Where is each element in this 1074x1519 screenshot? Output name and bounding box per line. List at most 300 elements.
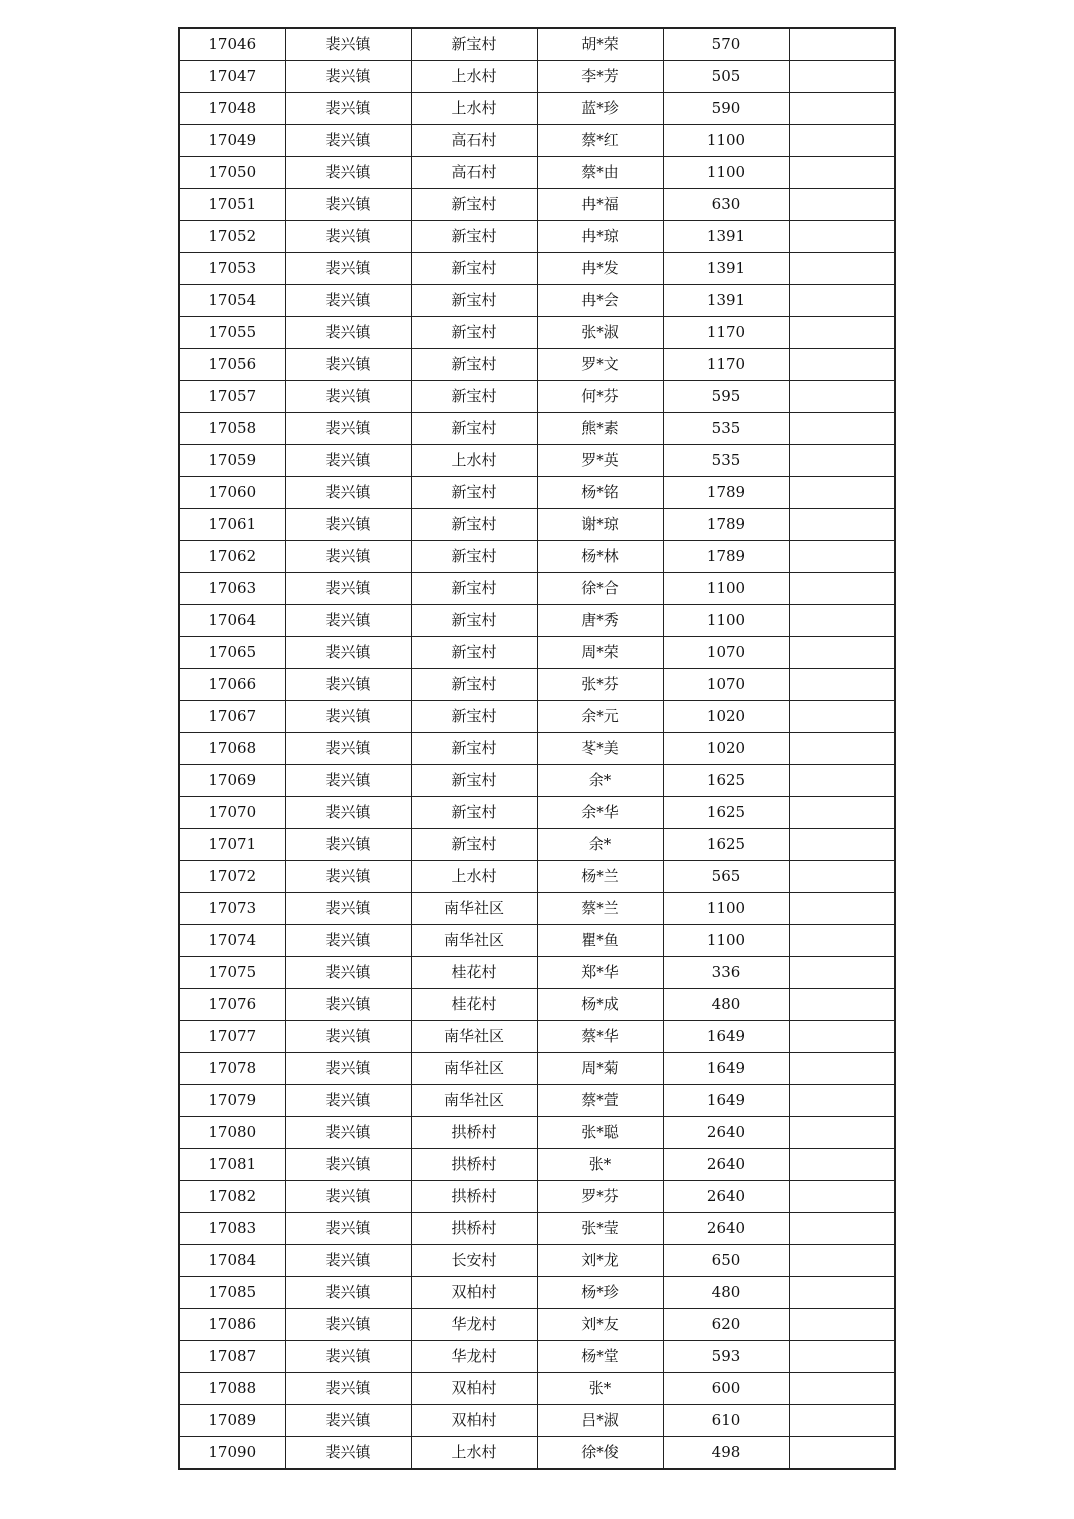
table-row (179, 1149, 895, 1181)
table-row (179, 189, 895, 221)
amount-cell: 593 (663, 1341, 789, 1373)
serial-number-cell: 17056 (179, 349, 285, 381)
village-cell: 桂花村 (411, 957, 537, 989)
village-cell: 南华社区 (411, 925, 537, 957)
name-cell: 冉*发 (537, 253, 663, 285)
serial-number-cell: 17081 (179, 1149, 285, 1181)
table-row (179, 1405, 895, 1437)
note-cell (789, 509, 895, 541)
table-row (179, 605, 895, 637)
table-row (179, 61, 895, 93)
name-cell: 蔡*萱 (537, 1085, 663, 1117)
table-row (179, 317, 895, 349)
table-row (179, 733, 895, 765)
note-cell (789, 1181, 895, 1213)
serial-number-cell: 17060 (179, 477, 285, 509)
serial-number-cell: 17073 (179, 893, 285, 925)
serial-number-cell: 17071 (179, 829, 285, 861)
name-cell: 张* (537, 1149, 663, 1181)
note-cell (789, 925, 895, 957)
serial-number-cell: 17068 (179, 733, 285, 765)
town-cell: 裴兴镇 (285, 349, 411, 381)
town-cell: 裴兴镇 (285, 989, 411, 1021)
table-row (179, 1117, 895, 1149)
note-cell (789, 1053, 895, 1085)
amount-cell: 600 (663, 1373, 789, 1405)
note-cell (789, 637, 895, 669)
village-cell: 新宝村 (411, 413, 537, 445)
serial-number-cell: 17084 (179, 1245, 285, 1277)
serial-number-cell: 17078 (179, 1053, 285, 1085)
town-cell: 裴兴镇 (285, 637, 411, 669)
village-cell: 新宝村 (411, 829, 537, 861)
name-cell: 张*聪 (537, 1117, 663, 1149)
village-cell: 桂花村 (411, 989, 537, 1021)
table-row (179, 573, 895, 605)
serial-number-cell: 17079 (179, 1085, 285, 1117)
table-row (179, 28, 895, 61)
name-cell: 余* (537, 765, 663, 797)
name-cell: 蔡*由 (537, 157, 663, 189)
table-row (179, 445, 895, 477)
village-cell: 新宝村 (411, 509, 537, 541)
name-cell: 张*淑 (537, 317, 663, 349)
table-row (179, 637, 895, 669)
name-cell: 余*元 (537, 701, 663, 733)
amount-cell: 1100 (663, 893, 789, 925)
table-row (179, 797, 895, 829)
town-cell: 裴兴镇 (285, 1245, 411, 1277)
amount-cell: 535 (663, 413, 789, 445)
amount-cell: 480 (663, 1277, 789, 1309)
serial-number-cell: 17047 (179, 61, 285, 93)
note-cell (789, 381, 895, 413)
note-cell (789, 125, 895, 157)
village-cell: 上水村 (411, 861, 537, 893)
amount-cell: 620 (663, 1309, 789, 1341)
table-row (179, 1021, 895, 1053)
amount-cell: 570 (663, 28, 789, 61)
village-cell: 新宝村 (411, 28, 537, 61)
amount-cell: 498 (663, 1437, 789, 1470)
table-row (179, 413, 895, 445)
serial-number-cell: 17080 (179, 1117, 285, 1149)
town-cell: 裴兴镇 (285, 925, 411, 957)
amount-cell: 1625 (663, 797, 789, 829)
town-cell: 裴兴镇 (285, 1341, 411, 1373)
town-cell: 裴兴镇 (285, 765, 411, 797)
table-row (179, 893, 895, 925)
roster-table-body (179, 28, 895, 1469)
amount-cell: 565 (663, 861, 789, 893)
name-cell: 余*华 (537, 797, 663, 829)
village-cell: 上水村 (411, 93, 537, 125)
name-cell: 余* (537, 829, 663, 861)
village-cell: 高石村 (411, 125, 537, 157)
table-row (179, 381, 895, 413)
name-cell: 蔡*华 (537, 1021, 663, 1053)
village-cell: 华龙村 (411, 1341, 537, 1373)
name-cell: 唐*秀 (537, 605, 663, 637)
table-row (179, 93, 895, 125)
serial-number-cell: 17077 (179, 1021, 285, 1053)
town-cell: 裴兴镇 (285, 1085, 411, 1117)
name-cell: 熊*素 (537, 413, 663, 445)
serial-number-cell: 17069 (179, 765, 285, 797)
name-cell: 杨*珍 (537, 1277, 663, 1309)
table-row (179, 669, 895, 701)
town-cell: 裴兴镇 (285, 573, 411, 605)
note-cell (789, 989, 895, 1021)
name-cell: 徐*合 (537, 573, 663, 605)
town-cell: 裴兴镇 (285, 1181, 411, 1213)
amount-cell: 2640 (663, 1149, 789, 1181)
village-cell: 新宝村 (411, 637, 537, 669)
note-cell (789, 477, 895, 509)
town-cell: 裴兴镇 (285, 861, 411, 893)
serial-number-cell: 17055 (179, 317, 285, 349)
town-cell: 裴兴镇 (285, 381, 411, 413)
town-cell: 裴兴镇 (285, 1373, 411, 1405)
town-cell: 裴兴镇 (285, 61, 411, 93)
town-cell: 裴兴镇 (285, 541, 411, 573)
amount-cell: 1649 (663, 1085, 789, 1117)
note-cell (789, 1021, 895, 1053)
village-cell: 拱桥村 (411, 1149, 537, 1181)
town-cell: 裴兴镇 (285, 701, 411, 733)
village-cell: 新宝村 (411, 317, 537, 349)
note-cell (789, 1341, 895, 1373)
note-cell (789, 861, 895, 893)
name-cell: 罗*芬 (537, 1181, 663, 1213)
note-cell (789, 253, 895, 285)
amount-cell: 1391 (663, 285, 789, 317)
name-cell: 周*菊 (537, 1053, 663, 1085)
note-cell (789, 541, 895, 573)
serial-number-cell: 17049 (179, 125, 285, 157)
village-cell: 双柏村 (411, 1373, 537, 1405)
village-cell: 拱桥村 (411, 1181, 537, 1213)
village-cell: 双柏村 (411, 1405, 537, 1437)
serial-number-cell: 17059 (179, 445, 285, 477)
town-cell: 裴兴镇 (285, 1405, 411, 1437)
serial-number-cell: 17088 (179, 1373, 285, 1405)
serial-number-cell: 17066 (179, 669, 285, 701)
table-row (179, 1309, 895, 1341)
table-row (179, 157, 895, 189)
village-cell: 上水村 (411, 1437, 537, 1470)
amount-cell: 1391 (663, 221, 789, 253)
note-cell (789, 285, 895, 317)
table-row (179, 1373, 895, 1405)
name-cell: 杨*兰 (537, 861, 663, 893)
table-row (179, 1085, 895, 1117)
table-row (179, 285, 895, 317)
amount-cell: 1100 (663, 125, 789, 157)
note-cell (789, 1245, 895, 1277)
amount-cell: 1020 (663, 701, 789, 733)
note-cell (789, 1405, 895, 1437)
town-cell: 裴兴镇 (285, 285, 411, 317)
name-cell: 杨*堂 (537, 1341, 663, 1373)
note-cell (789, 1117, 895, 1149)
table-row (179, 957, 895, 989)
table-row (179, 221, 895, 253)
village-cell: 新宝村 (411, 701, 537, 733)
table-row (179, 1437, 895, 1470)
table-row (179, 253, 895, 285)
amount-cell: 480 (663, 989, 789, 1021)
note-cell (789, 413, 895, 445)
note-cell (789, 61, 895, 93)
village-cell: 上水村 (411, 445, 537, 477)
note-cell (789, 605, 895, 637)
town-cell: 裴兴镇 (285, 413, 411, 445)
amount-cell: 1100 (663, 573, 789, 605)
village-cell: 新宝村 (411, 797, 537, 829)
name-cell: 张* (537, 1373, 663, 1405)
serial-number-cell: 17075 (179, 957, 285, 989)
town-cell: 裴兴镇 (285, 733, 411, 765)
name-cell: 谢*琼 (537, 509, 663, 541)
name-cell: 胡*荣 (537, 28, 663, 61)
serial-number-cell: 17062 (179, 541, 285, 573)
town-cell: 裴兴镇 (285, 1053, 411, 1085)
name-cell: 周*荣 (537, 637, 663, 669)
amount-cell: 595 (663, 381, 789, 413)
village-cell: 南华社区 (411, 1085, 537, 1117)
village-cell: 双柏村 (411, 1277, 537, 1309)
town-cell: 裴兴镇 (285, 1437, 411, 1470)
note-cell (789, 1213, 895, 1245)
note-cell (789, 1373, 895, 1405)
note-cell (789, 28, 895, 61)
serial-number-cell: 17070 (179, 797, 285, 829)
village-cell: 新宝村 (411, 605, 537, 637)
table-row (179, 701, 895, 733)
table-row (179, 1341, 895, 1373)
village-cell: 新宝村 (411, 381, 537, 413)
village-cell: 新宝村 (411, 477, 537, 509)
note-cell (789, 733, 895, 765)
town-cell: 裴兴镇 (285, 509, 411, 541)
town-cell: 裴兴镇 (285, 445, 411, 477)
town-cell: 裴兴镇 (285, 605, 411, 637)
town-cell: 裴兴镇 (285, 221, 411, 253)
amount-cell: 630 (663, 189, 789, 221)
amount-cell: 1170 (663, 317, 789, 349)
amount-cell: 1649 (663, 1053, 789, 1085)
village-cell: 新宝村 (411, 285, 537, 317)
serial-number-cell: 17054 (179, 285, 285, 317)
table-row (179, 509, 895, 541)
note-cell (789, 669, 895, 701)
amount-cell: 2640 (663, 1117, 789, 1149)
name-cell: 瞿*鱼 (537, 925, 663, 957)
town-cell: 裴兴镇 (285, 669, 411, 701)
amount-cell: 1625 (663, 829, 789, 861)
serial-number-cell: 17090 (179, 1437, 285, 1470)
amount-cell: 1625 (663, 765, 789, 797)
serial-number-cell: 17067 (179, 701, 285, 733)
village-cell: 新宝村 (411, 221, 537, 253)
serial-number-cell: 17087 (179, 1341, 285, 1373)
name-cell: 刘*友 (537, 1309, 663, 1341)
note-cell (789, 157, 895, 189)
table-row (179, 989, 895, 1021)
name-cell: 苳*美 (537, 733, 663, 765)
serial-number-cell: 17052 (179, 221, 285, 253)
note-cell (789, 701, 895, 733)
name-cell: 蔡*兰 (537, 893, 663, 925)
town-cell: 裴兴镇 (285, 1117, 411, 1149)
table-row (179, 541, 895, 573)
note-cell (789, 1277, 895, 1309)
town-cell: 裴兴镇 (285, 957, 411, 989)
town-cell: 裴兴镇 (285, 1213, 411, 1245)
note-cell (789, 957, 895, 989)
note-cell (789, 1149, 895, 1181)
village-cell: 新宝村 (411, 765, 537, 797)
note-cell (789, 221, 895, 253)
name-cell: 李*芳 (537, 61, 663, 93)
serial-number-cell: 17061 (179, 509, 285, 541)
town-cell: 裴兴镇 (285, 893, 411, 925)
serial-number-cell: 17058 (179, 413, 285, 445)
name-cell: 罗*英 (537, 445, 663, 477)
town-cell: 裴兴镇 (285, 157, 411, 189)
name-cell: 杨*成 (537, 989, 663, 1021)
note-cell (789, 797, 895, 829)
table-row (179, 861, 895, 893)
table-row (179, 1053, 895, 1085)
serial-number-cell: 17051 (179, 189, 285, 221)
name-cell: 冉*福 (537, 189, 663, 221)
name-cell: 蔡*红 (537, 125, 663, 157)
amount-cell: 505 (663, 61, 789, 93)
serial-number-cell: 17082 (179, 1181, 285, 1213)
amount-cell: 1789 (663, 541, 789, 573)
table-row (179, 477, 895, 509)
note-cell (789, 765, 895, 797)
town-cell: 裴兴镇 (285, 317, 411, 349)
note-cell (789, 189, 895, 221)
amount-cell: 1100 (663, 157, 789, 189)
serial-number-cell: 17065 (179, 637, 285, 669)
name-cell: 杨*铭 (537, 477, 663, 509)
village-cell: 南华社区 (411, 1021, 537, 1053)
town-cell: 裴兴镇 (285, 1149, 411, 1181)
name-cell: 冉*琼 (537, 221, 663, 253)
village-cell: 新宝村 (411, 349, 537, 381)
note-cell (789, 1437, 895, 1470)
amount-cell: 2640 (663, 1213, 789, 1245)
amount-cell: 590 (663, 93, 789, 125)
name-cell: 郑*华 (537, 957, 663, 989)
note-cell (789, 829, 895, 861)
roster-table (178, 27, 896, 1470)
serial-number-cell: 17064 (179, 605, 285, 637)
name-cell: 何*芬 (537, 381, 663, 413)
amount-cell: 2640 (663, 1181, 789, 1213)
village-cell: 新宝村 (411, 253, 537, 285)
serial-number-cell: 17089 (179, 1405, 285, 1437)
serial-number-cell: 17086 (179, 1309, 285, 1341)
name-cell: 冉*会 (537, 285, 663, 317)
amount-cell: 1789 (663, 509, 789, 541)
note-cell (789, 445, 895, 477)
name-cell: 罗*文 (537, 349, 663, 381)
serial-number-cell: 17085 (179, 1277, 285, 1309)
name-cell: 刘*龙 (537, 1245, 663, 1277)
village-cell: 上水村 (411, 61, 537, 93)
table-row (179, 349, 895, 381)
amount-cell: 650 (663, 1245, 789, 1277)
serial-number-cell: 17048 (179, 93, 285, 125)
town-cell: 裴兴镇 (285, 28, 411, 61)
table-row (179, 829, 895, 861)
amount-cell: 1789 (663, 477, 789, 509)
town-cell: 裴兴镇 (285, 189, 411, 221)
table-row (179, 925, 895, 957)
amount-cell: 1020 (663, 733, 789, 765)
amount-cell: 1170 (663, 349, 789, 381)
village-cell: 长安村 (411, 1245, 537, 1277)
table-row (179, 765, 895, 797)
town-cell: 裴兴镇 (285, 477, 411, 509)
table-row (179, 125, 895, 157)
name-cell: 张*莹 (537, 1213, 663, 1245)
name-cell: 张*芬 (537, 669, 663, 701)
amount-cell: 610 (663, 1405, 789, 1437)
note-cell (789, 1309, 895, 1341)
amount-cell: 1100 (663, 605, 789, 637)
town-cell: 裴兴镇 (285, 253, 411, 285)
village-cell: 新宝村 (411, 669, 537, 701)
amount-cell: 336 (663, 957, 789, 989)
amount-cell: 1070 (663, 669, 789, 701)
town-cell: 裴兴镇 (285, 797, 411, 829)
serial-number-cell: 17057 (179, 381, 285, 413)
name-cell: 杨*林 (537, 541, 663, 573)
town-cell: 裴兴镇 (285, 829, 411, 861)
town-cell: 裴兴镇 (285, 125, 411, 157)
note-cell (789, 349, 895, 381)
amount-cell: 535 (663, 445, 789, 477)
village-cell: 新宝村 (411, 573, 537, 605)
town-cell: 裴兴镇 (285, 1309, 411, 1341)
table-row (179, 1277, 895, 1309)
town-cell: 裴兴镇 (285, 93, 411, 125)
village-cell: 新宝村 (411, 189, 537, 221)
note-cell (789, 893, 895, 925)
serial-number-cell: 17083 (179, 1213, 285, 1245)
note-cell (789, 317, 895, 349)
village-cell: 新宝村 (411, 541, 537, 573)
serial-number-cell: 17072 (179, 861, 285, 893)
town-cell: 裴兴镇 (285, 1021, 411, 1053)
serial-number-cell: 17063 (179, 573, 285, 605)
amount-cell: 1100 (663, 925, 789, 957)
village-cell: 南华社区 (411, 1053, 537, 1085)
amount-cell: 1649 (663, 1021, 789, 1053)
name-cell: 吕*淑 (537, 1405, 663, 1437)
table-row (179, 1213, 895, 1245)
town-cell: 裴兴镇 (285, 1277, 411, 1309)
table-row (179, 1181, 895, 1213)
serial-number-cell: 17050 (179, 157, 285, 189)
village-cell: 拱桥村 (411, 1117, 537, 1149)
